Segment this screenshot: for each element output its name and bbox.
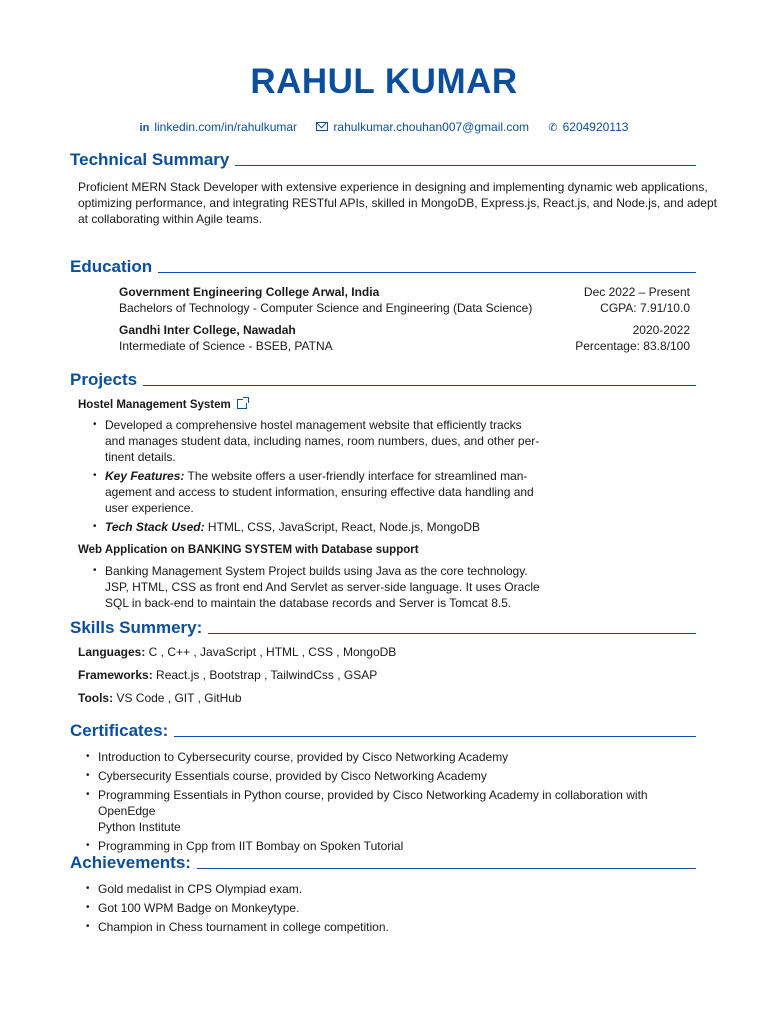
certificates-list	[98, 749, 708, 854]
section-title: Certificates:	[70, 721, 169, 740]
section-divider	[197, 868, 696, 869]
school-name: Government Engineering College Arwal, India	[119, 285, 380, 299]
section-divider	[208, 633, 696, 634]
projects-section	[70, 368, 696, 610]
bullet-line: • Programming Essentials in Python course, provided by Cisco Networking Academy in collaboration with OpenEdge	[98, 788, 648, 818]
skill-row	[78, 645, 396, 659]
degree: Intermediate of Science - BSEB, PATNA	[119, 339, 333, 353]
degree: Bachelors of Technology - Computer Science and Engineering (Data Science)	[119, 301, 533, 315]
summary-section	[70, 148, 696, 170]
skill-value: React.js , Bootstrap , TailwindCss , GSAP	[152, 668, 378, 682]
bullet-line: SQL in back-end to maintain the database records and Server is Tomcat 8.5.	[105, 596, 512, 610]
education-date: 2020-2022	[632, 323, 690, 337]
candidate-name: RAHUL KUMAR	[250, 62, 518, 101]
education-score: Percentage: 83.8/100	[575, 339, 690, 353]
list-item: • Champion in Chess tournament in college competition.	[98, 919, 708, 935]
certificates-section	[70, 719, 696, 853]
section-title: Education	[70, 257, 153, 276]
achievements-list	[98, 881, 708, 935]
email-link[interactable]	[316, 120, 529, 134]
skills-section	[70, 616, 696, 705]
external-link-icon[interactable]	[237, 399, 247, 409]
education-meta	[584, 284, 690, 316]
project-name: Hostel Management System	[78, 399, 231, 411]
linkedin-icon: in	[139, 121, 150, 134]
project-title	[78, 544, 419, 556]
bullet-line: • Developed a comprehensive hostel management website that efficiently tracks	[105, 418, 522, 432]
education-date: Dec 2022 – Present	[583, 285, 690, 299]
skill-label: Languages:	[78, 645, 146, 659]
bullet-line: The website offers a user-friendly interface for streamlined man-	[184, 469, 528, 483]
bullet-line: JSP, HTML, CSS as front end And Servlet as server-side language. It uses Oracle	[105, 580, 540, 594]
list-item	[98, 787, 708, 835]
education-meta	[575, 322, 690, 354]
skill-row	[78, 668, 377, 682]
education-entry	[119, 284, 690, 316]
list-item: • Programming in Cpp from IIT Bombay on Spoken Tutorial	[98, 838, 708, 854]
list-item	[105, 417, 575, 465]
list-item: • Got 100 WPM Badge on Monkeytype.	[98, 900, 708, 916]
phone-link[interactable]	[548, 120, 628, 134]
bullet-line: user experience.	[105, 501, 194, 515]
envelope-icon	[316, 122, 328, 131]
education-entry	[119, 322, 690, 354]
section-title: Achievements:	[70, 853, 191, 872]
bullet-label: Key Features:	[105, 469, 185, 483]
skill-value: C , C++ , JavaScript , HTML , CSS , MongoDB	[145, 645, 397, 659]
skill-label: Frameworks:	[78, 668, 153, 682]
education-section	[70, 255, 696, 353]
linkedin-text: linkedin.com/in/rahulkumar	[154, 120, 298, 134]
section-divider	[235, 165, 696, 166]
achievements-section	[70, 851, 696, 934]
list-item	[105, 563, 575, 611]
email-text: rahulkumar.chouhan007@gmail.com	[333, 120, 530, 134]
bullet-line: HTML, CSS, JavaScript, React, Node.js, MongoDB	[204, 520, 481, 534]
section-divider	[143, 385, 696, 386]
section-title: Technical Summary	[70, 150, 230, 169]
list-item: • Introduction to Cybersecurity course, provided by Cisco Networking Academy	[98, 749, 708, 765]
project-bullets	[105, 417, 575, 535]
section-title: Projects	[70, 370, 138, 389]
section-divider	[174, 736, 696, 737]
bullet-line: and manages student data, including names, room numbers, dues, and other per-	[105, 434, 540, 448]
phone-icon: ✆	[548, 122, 558, 135]
list-item: • Gold medalist in CPS Olympiad exam.	[98, 881, 708, 897]
summary-line: Proficient MERN Stack Developer with extensive experience in designing and implementing dynamic web applications,	[78, 180, 708, 194]
bullet-label: Tech Stack Used:	[105, 520, 205, 534]
section-title: Skills Summery:	[70, 618, 203, 637]
list-item	[105, 519, 575, 535]
skill-label: Tools:	[78, 691, 114, 705]
bullet-line: agement and access to student information, ensuring effective data handling and	[105, 485, 534, 499]
education-score: CGPA: 7.91/10.0	[600, 301, 690, 315]
bullet-line: Python Institute	[98, 820, 181, 834]
project-name: Web Application on BANKING SYSTEM with Database support	[78, 544, 419, 556]
skill-row	[78, 691, 242, 705]
bullet-line: • Banking Management System Project builds using Java as the core technology.	[105, 564, 528, 578]
bullet-line: tinent details.	[105, 450, 176, 464]
summary-text	[78, 179, 718, 227]
contact-bar	[0, 120, 768, 134]
list-item: • Cybersecurity Essentials course, provided by Cisco Networking Academy	[98, 768, 708, 784]
list-item	[105, 468, 575, 516]
skill-value: VS Code , GIT , GitHub	[113, 691, 242, 705]
linkedin-link[interactable]	[140, 120, 298, 134]
section-divider	[158, 272, 696, 273]
project-title	[78, 398, 247, 411]
project-bullets	[105, 563, 575, 611]
summary-line: at collaborating within Agile teams.	[78, 212, 263, 226]
school-name: Gandhi Inter College, Nawadah	[119, 323, 296, 337]
summary-line: optimizing performance, and integrating RESTful APIs, skilled in MongoDB, Express.js, React.js, and Node.js, and adept	[78, 196, 717, 210]
phone-text: 6204920113	[562, 120, 629, 134]
